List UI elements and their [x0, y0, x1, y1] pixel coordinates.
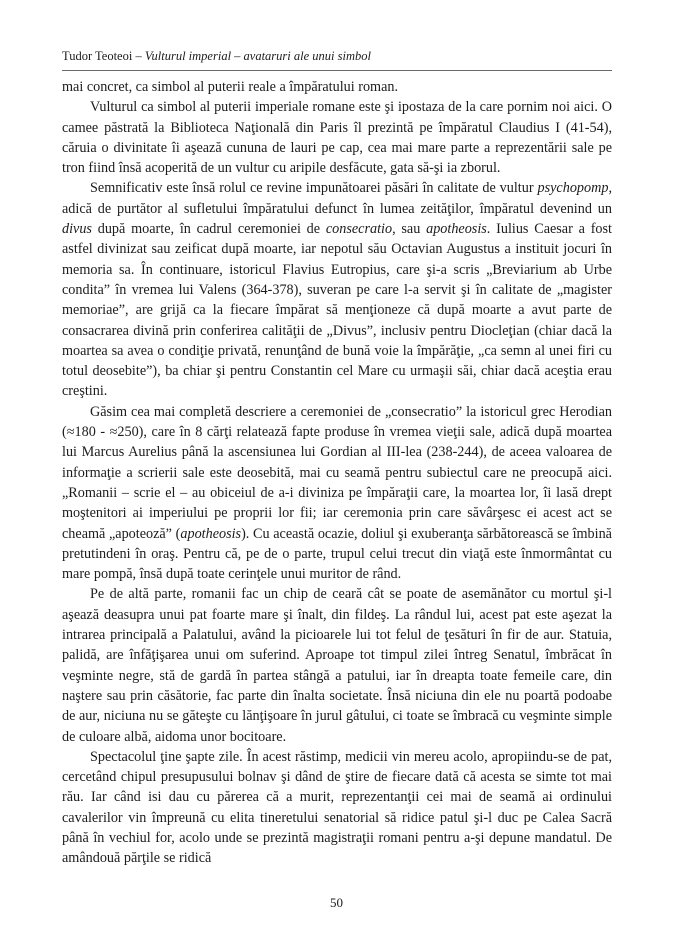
paragraph [62, 747, 612, 869]
text-run: Spectacolul ţine şapte zile. În acest răstimp, medicii vin mereu acolo, apropiindu-se de pat, cercetând chipul presupusului bolnav şi dând de ştire de fiecare dată că acesta se simte tot mai rău. Iar când isi dau cu părerea că a murit, reprezentanţii cei mai de seamă ai ordinului cavalerilor vin împreună cu elita tineretului senatorial să ridice patul şi-l duc pe Calea Sacră până în vechiul for, acolo unde se prezintă magistraţii romani pentru a-şi depune mandatul. De amândouă părţile se ridică [62, 748, 612, 867]
header-book-title: Vulturul imperial – avataruri ale unui simbol [144, 49, 371, 63]
header-rule [62, 70, 612, 71]
text-run: Vulturul ca simbol al puterii imperiale romane este şi ipostaza de la care pornim noi aici. O camee păstrată la Biblioteca Naţională din Paris îl prezintă pe împăratul Claudius I (41-54), căruia o divinitate îi aşează cununa de lauri pe cap, cea mai mare parte a reprezentării sale pe tron fiind însă acoperită de un vultur cu aripile desfăcute, gata să-şi ia zborul. [62, 99, 612, 177]
text-run: Semnificativ este însă rolul ce revine impunătoarei păsări în calitate de vultur [90, 180, 538, 197]
text-run: , sau [392, 221, 427, 238]
italic-term: divus [62, 221, 92, 238]
body-text [62, 77, 612, 869]
paragraph [62, 77, 612, 97]
italic-term: psychopomp [537, 180, 609, 197]
italic-term: consecratio [325, 221, 393, 238]
text-run: ). Cu această ocazie, doliul şi exuberanţa sărbătorească se îmbină pretutindeni în oraş. Pentru că, pe de o parte, trupul celui trecut din viaţă este înmormântat cu mare pompă, însă după toate cerinţele unui muritor de rând. [62, 525, 612, 583]
paragraph [62, 402, 612, 585]
italic-term: apotheosis [180, 525, 242, 542]
header-author: Tudor Teoteoi [62, 49, 133, 63]
text-run: , adică de purtător al sufletului împăratului defunct în lumea zeităţilor, împăratul devenind un [62, 180, 612, 217]
text-run: mai concret, ca simbol al puterii reale a împăratului roman. [62, 79, 399, 95]
page-number: 50 [330, 895, 343, 910]
paragraph [62, 97, 612, 178]
paragraph [62, 584, 612, 746]
running-header [62, 48, 622, 64]
italic-term: apotheosis [426, 221, 487, 238]
paragraph [62, 178, 612, 401]
text-run: Pe de altă parte, romanii fac un chip de ceară cât se poate de asemănător cu mortul şi-l aşează deasupra unui pat foarte mare şi înalt, din fildeş. La rândul lui, acest pat este aşezat la intrarea principală a Palatului, având la picioarele lui tot felul de ţesături în fir de aur. Statuia, palidă, are înfăţişarea unui om suferind. Aproape tot timpul zilei întreg Senatul, îmbrăcat în veşminte negre, stă de gardă în partea stângă a patului, iar în dreapta toate femeile care, din naştere sau prin căsătorie, fac parte din înalta societate. Însă niciuna din ele nu poartă podoabe de aur, niciuna nu se găteşte cu lănţişoare în jurul gâtului, ci toate se îmbracă cu veşminte simple de culoare albă, aidoma unor bocitoare. [62, 586, 612, 745]
text-run: după moarte, în cadrul ceremoniei de [91, 221, 326, 238]
text-run: Găsim cea mai completă descriere a ceremoniei de „consecratio” la istoricul grec Herodian (≈180 - ≈250), care în 8 cărţi relatează fapte produse în vremea vieţii sale, adică după moartea lui Marcus Aurelius până la ascensiunea lui Gordian al III-lea (238-244), de aceea valoarea de informaţie a scrierii sale este deosebită, mai cu seamă pentru subiectul care ne preocupă aici. „Romanii – scrie el – au obiceiul de a-i diviniza pe împăraţii care, la moartea lor, îi lasă drept moştenitori ai imperiului pe proprii lor fii; iar ceremonia prin care săvârşesc ei acest act se cheamă „apoteoză” ( [62, 403, 612, 542]
header-separator: – [132, 49, 145, 63]
text-run: . Iulius Caesar a fost astfel divinizat sau zeificat după moarte, iar nepotul său Octavian Augustus a instituit jocuri în memoria sa. În continuare, istoricul Flavius Eutropius, care şi-a scris „Breviarium ab Urbe condita” în vremea lui Valens (364-378), suveran pe care l-a servit şi în calitate de „magister memoriae”, are grijă ca la fiecare împărat să menţioneze că după moarte a avut parte de consacrarea divină prin conferirea calităţii de „Divus”, inclusiv pentru Diocleţian (chiar dacă la moartea sa avea o condiţie privată, renunţând de bună voie la împărăţie, „ca semn al unei firi cu totul deosebite”), ba chiar şi pentru Constantin cel Mare cu urmaşii săi, chiar dacă aceştia erau creştini. [62, 221, 612, 400]
